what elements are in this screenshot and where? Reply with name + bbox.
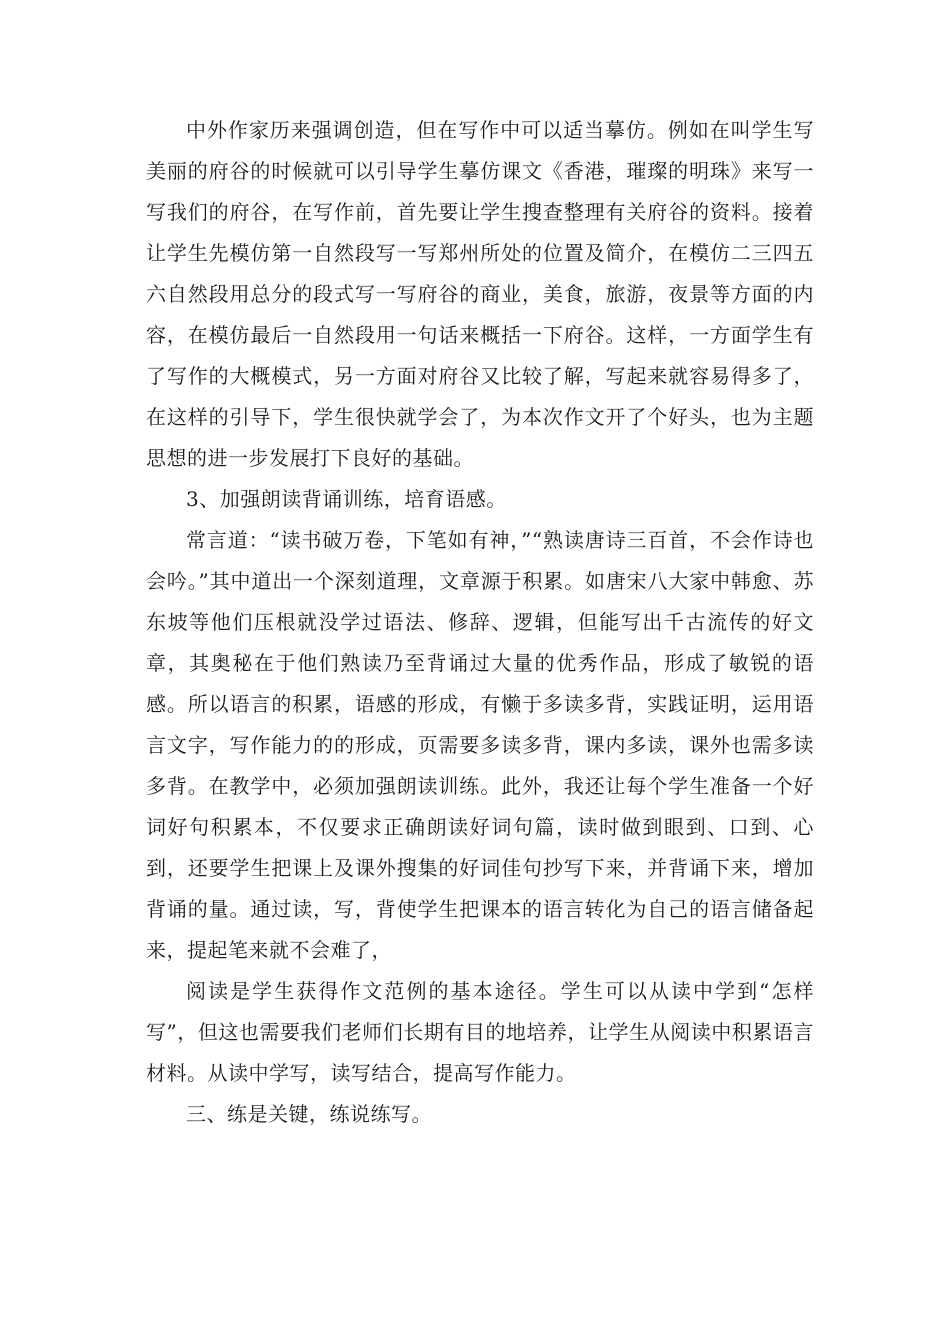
paragraph-accumulation: 常言道：“读书破万卷，下笔如有神，”“熟读唐诗三百首，不会作诗也会吟。”其中道出一个深刻道理，文章源于积累。如唐宋八大家中韩愈、苏东坡等他们压根就没学过语法、修辞、逻辑，但能写出千古流传的好文章，其奥秘在于他们熟读乃至背诵过大量的优秀作品，形成了敏锐的语感。所以语言的积累，语感的形成，有懒于多读多背，实践证明，运用语言文字，写作能力的的形成，页需要多读多背，课内多读，课外也需多读多背。在教学中，必须加强朗读训练。此外，我还让每个学生准备一个好词好句积累本，不仅要求正确朗读好词句篇，读时做到眼到、口到、心到，还要学生把课上及课外搜集的好词佳句抄写下来，并背诵下来，增加背诵的量。通过读，写，背使学生把课本的语言转化为自己的语言储备起来，提起笔来就不会难了， xyxy=(146,528,814,962)
paragraph-imitation: 中外作家历来强调创造，但在写作中可以适当摹仿。例如在叫学生写美丽的府谷的时候就可以引导学生摹仿课文《香港，璀璨的明珠》来写一写我们的府谷，在写作前，首先要让学生搜查整理有关府谷的资料。接着让学生先模仿第一自然段写一写郑州所处的位置及简介，在模仿二三四五六自然段用总分的段式写一写府谷的商业，美食，旅游，夜景等方面的内容，在模仿最后一自然段用一句话来概括一下府谷。这样，一方面学生有了写作的大概模式，另一方面对府谷又比较了解，写起来就容易得多了，在这样的引导下，学生很快就学会了，为本次作文开了个好头，也为主题思想的进一步发展打下良好的基础。 xyxy=(146,118,814,470)
heading-practice: 三、练是关键，练说练写。 xyxy=(186,1102,432,1126)
heading-reading-recitation: 3、加强朗读背诵训练，培育语感。 xyxy=(186,487,507,511)
paragraph-reading-path: 阅读是学生获得作文范例的基本途径。学生可以从读中学到“怎样写”，但这也需要我们老师们长期有目的地培养，让学生从阅读中积累语言材料。从读中学写，读写结合，提高写作能力。 xyxy=(146,979,814,1085)
document-page xyxy=(146,110,814,1135)
